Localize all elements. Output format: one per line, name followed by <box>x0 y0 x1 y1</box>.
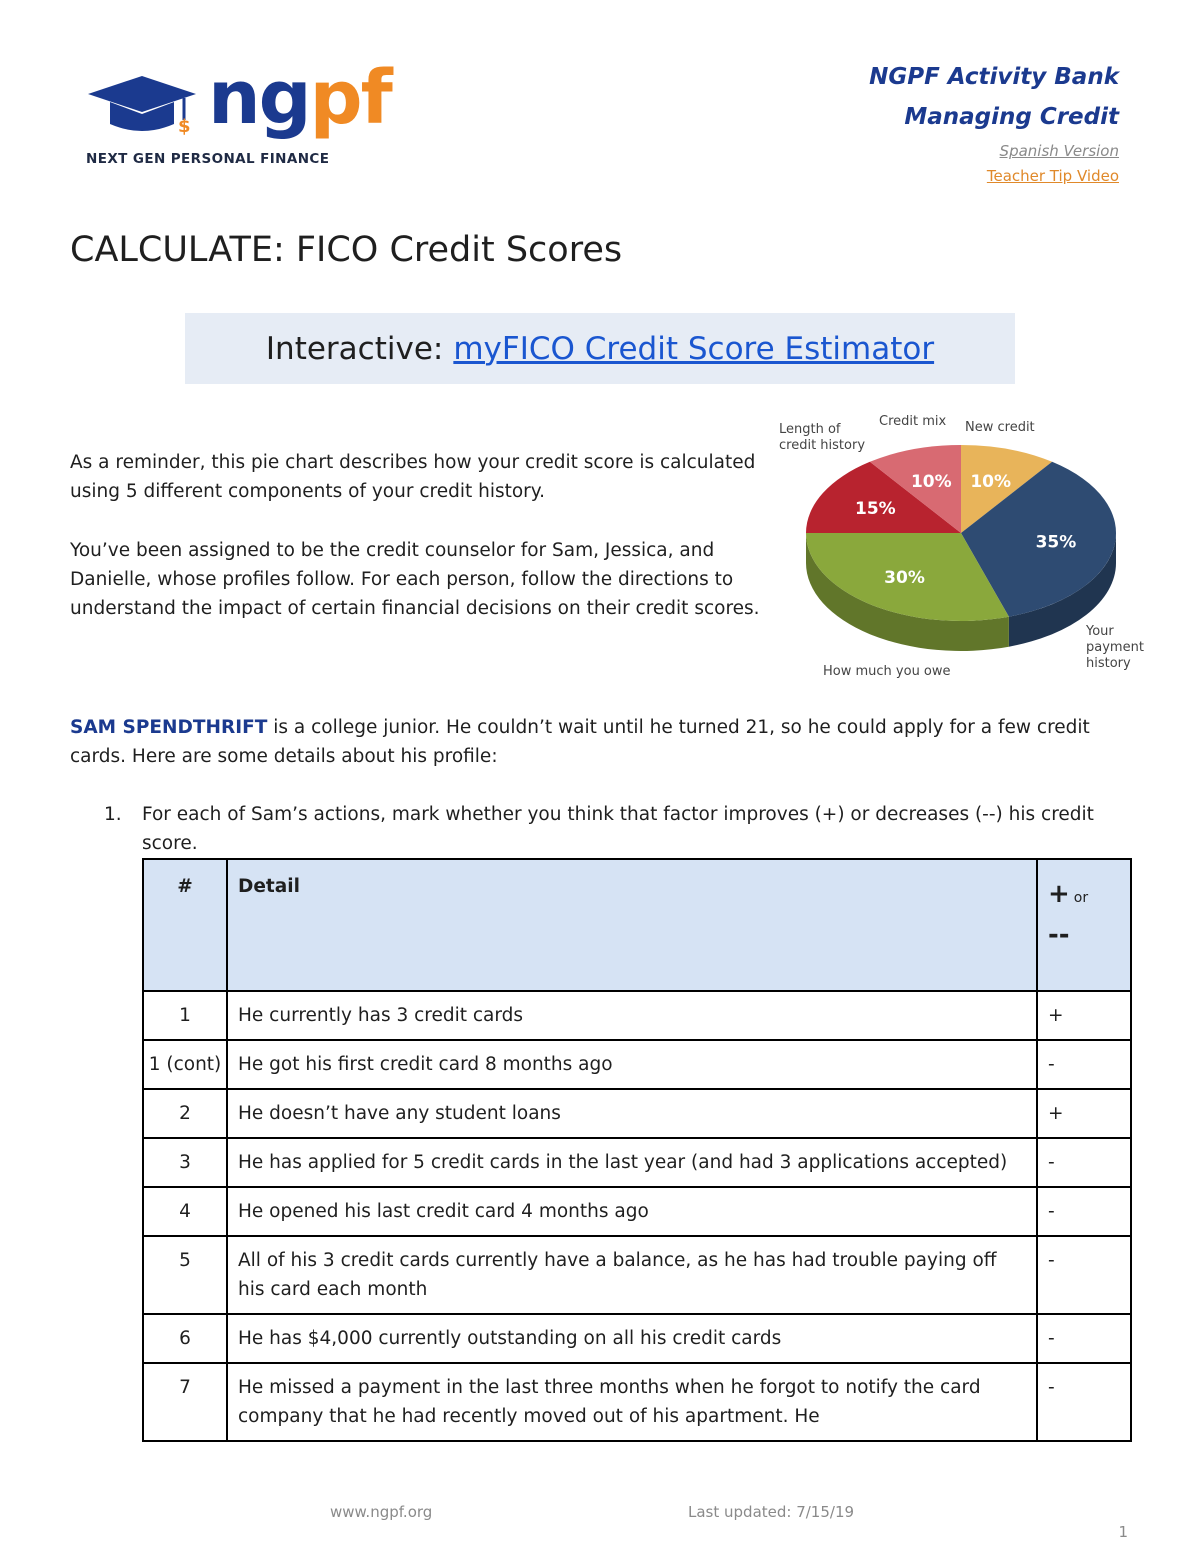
row-detail: He opened his last credit card 4 months ago <box>227 1187 1037 1236</box>
pie-category-label: Length of credit history <box>779 422 866 453</box>
row-detail: He has applied for 5 credit cards in the last year (and had 3 applications accepted) <box>227 1138 1037 1187</box>
teacher-tip-video-link[interactable]: Teacher Tip Video <box>986 167 1119 185</box>
sam-details-table <box>142 858 1132 1442</box>
topic-label: Managing Credit <box>904 104 1119 130</box>
row-number: 6 <box>143 1314 227 1363</box>
row-detail: He doesn’t have any student loans <box>227 1089 1037 1138</box>
question-number: 1. <box>104 804 122 825</box>
footer-last-updated: Last updated: 7/15/19 <box>688 1503 855 1521</box>
row-detail: He missed a payment in the last three months when he forgot to notify the card company that he had recently moved out of his apartment. He <box>227 1363 1037 1441</box>
row-value[interactable]: - <box>1037 1138 1131 1187</box>
table-row <box>143 1040 1131 1089</box>
row-number: 2 <box>143 1089 227 1138</box>
row-value[interactable]: - <box>1037 1187 1131 1236</box>
pie-value-label: 35% <box>1035 532 1077 553</box>
row-number: 5 <box>143 1236 227 1314</box>
table-row <box>143 991 1131 1040</box>
row-number: 1 <box>143 991 227 1040</box>
header-plus: + <box>1048 879 1070 909</box>
footer-url: www.ngpf.org <box>330 1503 433 1521</box>
interactive-callout <box>185 313 1015 384</box>
question-text: For each of Sam’s actions, mark whether you think that factor improves (+) or decreases (--) his credit score. <box>142 804 1094 854</box>
row-value[interactable]: - <box>1037 1363 1131 1441</box>
table-row <box>143 1236 1131 1314</box>
header-or: or <box>1073 890 1089 906</box>
sam-intro-paragraph <box>70 713 1130 771</box>
intro-paragraph-2: You’ve been assigned to be the credit counselor for Sam, Jessica, and Danielle, whose profiles follow. For each person, follow the directions to understand the impact of certain financial decisions on their credit scores. <box>70 540 760 619</box>
row-value[interactable]: + <box>1037 1089 1131 1138</box>
myfico-estimator-link[interactable]: myFICO Credit Score Estimator <box>453 330 935 367</box>
row-value[interactable]: - <box>1037 1236 1131 1314</box>
interactive-label: Interactive: <box>265 330 444 367</box>
activity-bank-label: NGPF Activity Bank <box>869 64 1119 90</box>
spanish-version-link[interactable]: Spanish Version <box>999 142 1119 160</box>
page-number: 1 <box>1118 1523 1128 1541</box>
header-plus-minus <box>1037 859 1131 991</box>
row-number: 7 <box>143 1363 227 1441</box>
row-number: 4 <box>143 1187 227 1236</box>
header-number: # <box>143 859 227 991</box>
sam-intro-text: is a college junior. He couldn’t wait until he turned 21, so he could apply for a few credit cards. Here are some details about his profile: <box>70 717 1090 767</box>
logo-subtitle: NEXT GEN PERSONAL FINANCE <box>86 151 330 167</box>
row-detail: He has $4,000 currently outstanding on all his credit cards <box>227 1314 1037 1363</box>
row-value[interactable]: - <box>1037 1314 1131 1363</box>
intro-paragraph-1: As a reminder, this pie chart describes how your credit score is calculated using 5 different components of your credit history. <box>70 452 756 502</box>
pie-value-label: 15% <box>855 499 896 520</box>
table-header-row <box>143 859 1131 991</box>
pie-value-label: 30% <box>884 568 925 589</box>
table-row <box>143 1363 1131 1441</box>
pie-category-label: Credit mix <box>879 414 947 429</box>
pie-value-label: 10% <box>970 472 1012 493</box>
table-row <box>143 1138 1131 1187</box>
credit-score-pie-chart <box>775 405 1155 685</box>
row-detail: All of his 3 credit cards currently have a balance, as he has had trouble paying off his card each month <box>227 1236 1037 1314</box>
svg-text:$: $ <box>178 116 191 137</box>
table-row <box>143 1187 1131 1236</box>
table-row <box>143 1089 1131 1138</box>
pie-category-label: How much you owe <box>823 664 951 679</box>
row-value[interactable]: - <box>1037 1040 1131 1089</box>
header-minus: -- <box>1048 920 1070 950</box>
graduation-cap-icon <box>88 76 196 137</box>
row-number: 1 (cont) <box>143 1040 227 1089</box>
table-row <box>143 1314 1131 1363</box>
row-value[interactable]: + <box>1037 991 1131 1040</box>
row-detail: He currently has 3 credit cards <box>227 991 1037 1040</box>
page-title: CALCULATE: FICO Credit Scores <box>70 230 623 270</box>
sam-name: SAM SPENDTHRIFT <box>70 717 268 738</box>
pie-category-label: New credit <box>965 420 1035 435</box>
pie-value-label: 10% <box>910 472 952 493</box>
header-detail: Detail <box>227 859 1037 991</box>
pie-category-label: Your payment history <box>1086 624 1144 671</box>
row-number: 3 <box>143 1138 227 1187</box>
row-detail: He got his first credit card 8 months ago <box>227 1040 1037 1089</box>
logo-wordmark: ngpf <box>208 55 391 141</box>
